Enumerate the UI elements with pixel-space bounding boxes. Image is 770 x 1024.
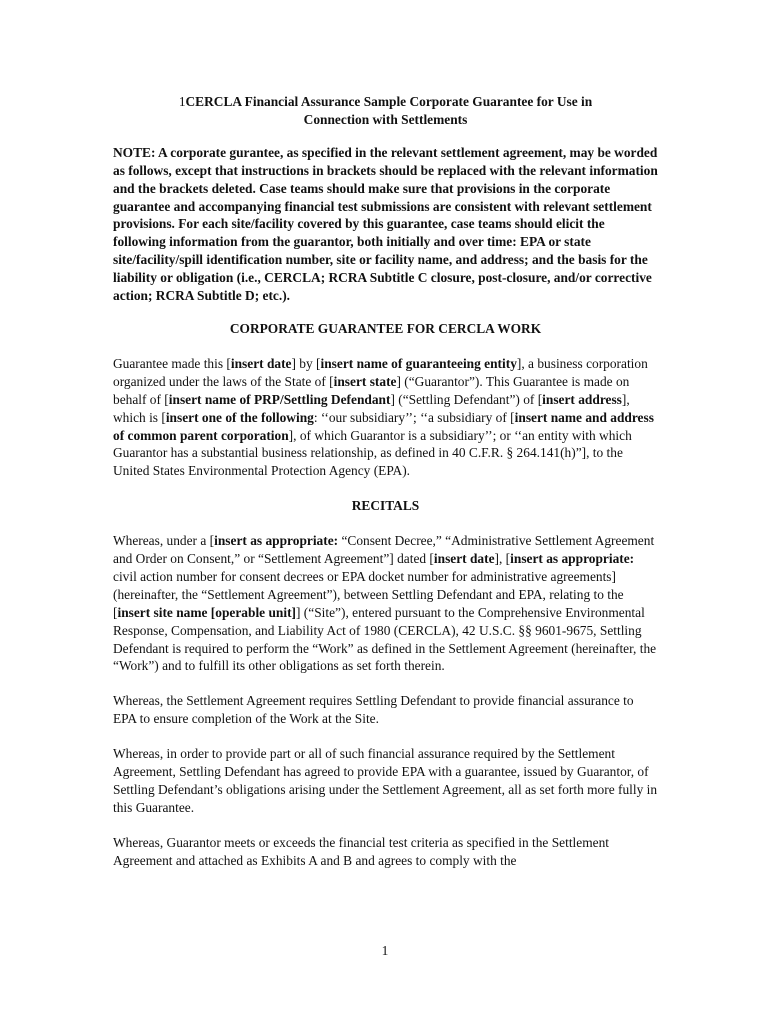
recital-text: civil action number for consent decrees or EPA docket number for administrative agreements] (hereinafter, the “Settlement Agreement”), between Settling Defendant and EPA, relating to the [ bbox=[113, 568, 624, 620]
document-title bbox=[113, 93, 658, 129]
title-text-1: CERCLA Financial Assurance Sample Corporate Guarantee for Use in bbox=[185, 94, 593, 109]
guarantee-text: ], a business corporation organized under the laws of the State of [ bbox=[113, 355, 648, 389]
section-heading-guarantee: CORPORATE GUARANTEE FOR CERCLA WORK bbox=[229, 320, 542, 336]
guarantee-text: ] (“Settling Defendant”) of [ bbox=[390, 391, 543, 407]
footnote-marker: 1 bbox=[178, 94, 186, 109]
guarantee-text: ] (“Guarantor”). This Guarantee is made on behalf of [ bbox=[113, 373, 630, 407]
document-page bbox=[113, 93, 658, 887]
guarantee-text: Guarantee made this [ bbox=[113, 355, 231, 371]
recital-paragraph-2: Whereas, the Settlement Agreement requires Settling Defendant to provide financial assurance to EPA to ensure completion of the Work at the Site. bbox=[113, 693, 634, 727]
guarantee-text: ], which is [ bbox=[113, 391, 630, 425]
recital-text: “Consent Decree,” “Administrative Settlement Agreement and Order on Consent,” or “Settlement Agreement”] dated [ bbox=[113, 533, 655, 567]
page-number: 1 bbox=[381, 943, 389, 958]
recital-text: ] (“Site”), entered pursuant to the Comprehensive Environmental Response, Compensation, and Liability Act of 1980 (CERCLA), 42 U.S.C. §§ 9601-9675, Settling Defendant is required to perform the “Work” as defined in the Settlement Agreement (hereinafter, the “Work”) and to fulfill its other obligations as set forth therein. bbox=[113, 604, 657, 674]
note-paragraph: NOTE: A corporate gurantee, as specified in the relevant settlement agreement, may be worded as follows, except that instructions in brackets should be replaced with the relevant information and the brackets deleted. Case teams should make sure that provisions in the corporate guarantee and accompanying financial test submissions are consistent with relevant settlement provisions. For each site/facility covered by this guarantee, case teams should elicit the following information from the guarantor, both initially and over time: EPA or state site/facility/spill identification number, site or facility name, and address; and the basis for the liability or obligation (i.e., CERCLA; RCRA Subtitle C closure, post-closure, and/or corrective action; RCRA Subtitle D; etc.). bbox=[113, 144, 658, 304]
guarantee-text: ] by [ bbox=[291, 355, 321, 371]
title-line-2: Connection with Settlements bbox=[303, 111, 468, 127]
section-heading-recitals: RECITALS bbox=[351, 498, 420, 514]
placeholder-defendant-name: insert name of PRP/Settling Defendant bbox=[168, 391, 391, 407]
placeholder-guarantor-name: insert name of guaranteeing entity bbox=[320, 355, 517, 371]
recital-paragraph-1 bbox=[113, 532, 658, 675]
placeholder-site-name: insert site name [operable unit] bbox=[117, 604, 296, 620]
guarantee-text: ], of which Guarantor is a subsidiary’’; or ‘‘an entity with which Guarantor has a substantial business relationship, as defined in 40 C.F.R. § 264.141(h)”], to the United States Environmental Protection Agency (EPA). bbox=[113, 427, 632, 479]
placeholder-date: insert date bbox=[230, 355, 292, 371]
placeholder-address: insert address bbox=[542, 391, 622, 407]
recital-text: Whereas, under a [ bbox=[113, 533, 215, 549]
placeholder-docket-number: insert as appropriate: bbox=[510, 551, 635, 567]
recital-paragraph-3: Whereas, in order to provide part or all of such financial assurance required by the Settlement Agreement, Settling Defendant has agreed to provide EPA with a guarantee, issued by Guarantor, of Settling Defendant’s obligations arising under the Settlement Agreement, all as set forth more fully in this Guarantee. bbox=[113, 746, 658, 815]
guarantee-text: : ‘‘our subsidiary’’; ‘‘a subsidiary of [ bbox=[313, 409, 515, 425]
placeholder-agreement-type: insert as appropriate: bbox=[214, 533, 339, 549]
title-line-1 bbox=[113, 93, 658, 111]
placeholder-agreement-date: insert date bbox=[433, 551, 495, 567]
placeholder-parent-corporation: insert name and address of common parent corporation bbox=[113, 409, 654, 443]
guarantee-paragraph bbox=[113, 355, 658, 480]
recital-paragraph-4: Whereas, Guarantor meets or exceeds the financial test criteria as specified in the Settlement Agreement and attached as Exhibits A and B and agrees to comply with the bbox=[113, 834, 609, 868]
placeholder-relationship: insert one of the following bbox=[165, 409, 314, 425]
placeholder-state: insert state bbox=[333, 373, 397, 389]
recital-text: ], [ bbox=[494, 551, 511, 567]
